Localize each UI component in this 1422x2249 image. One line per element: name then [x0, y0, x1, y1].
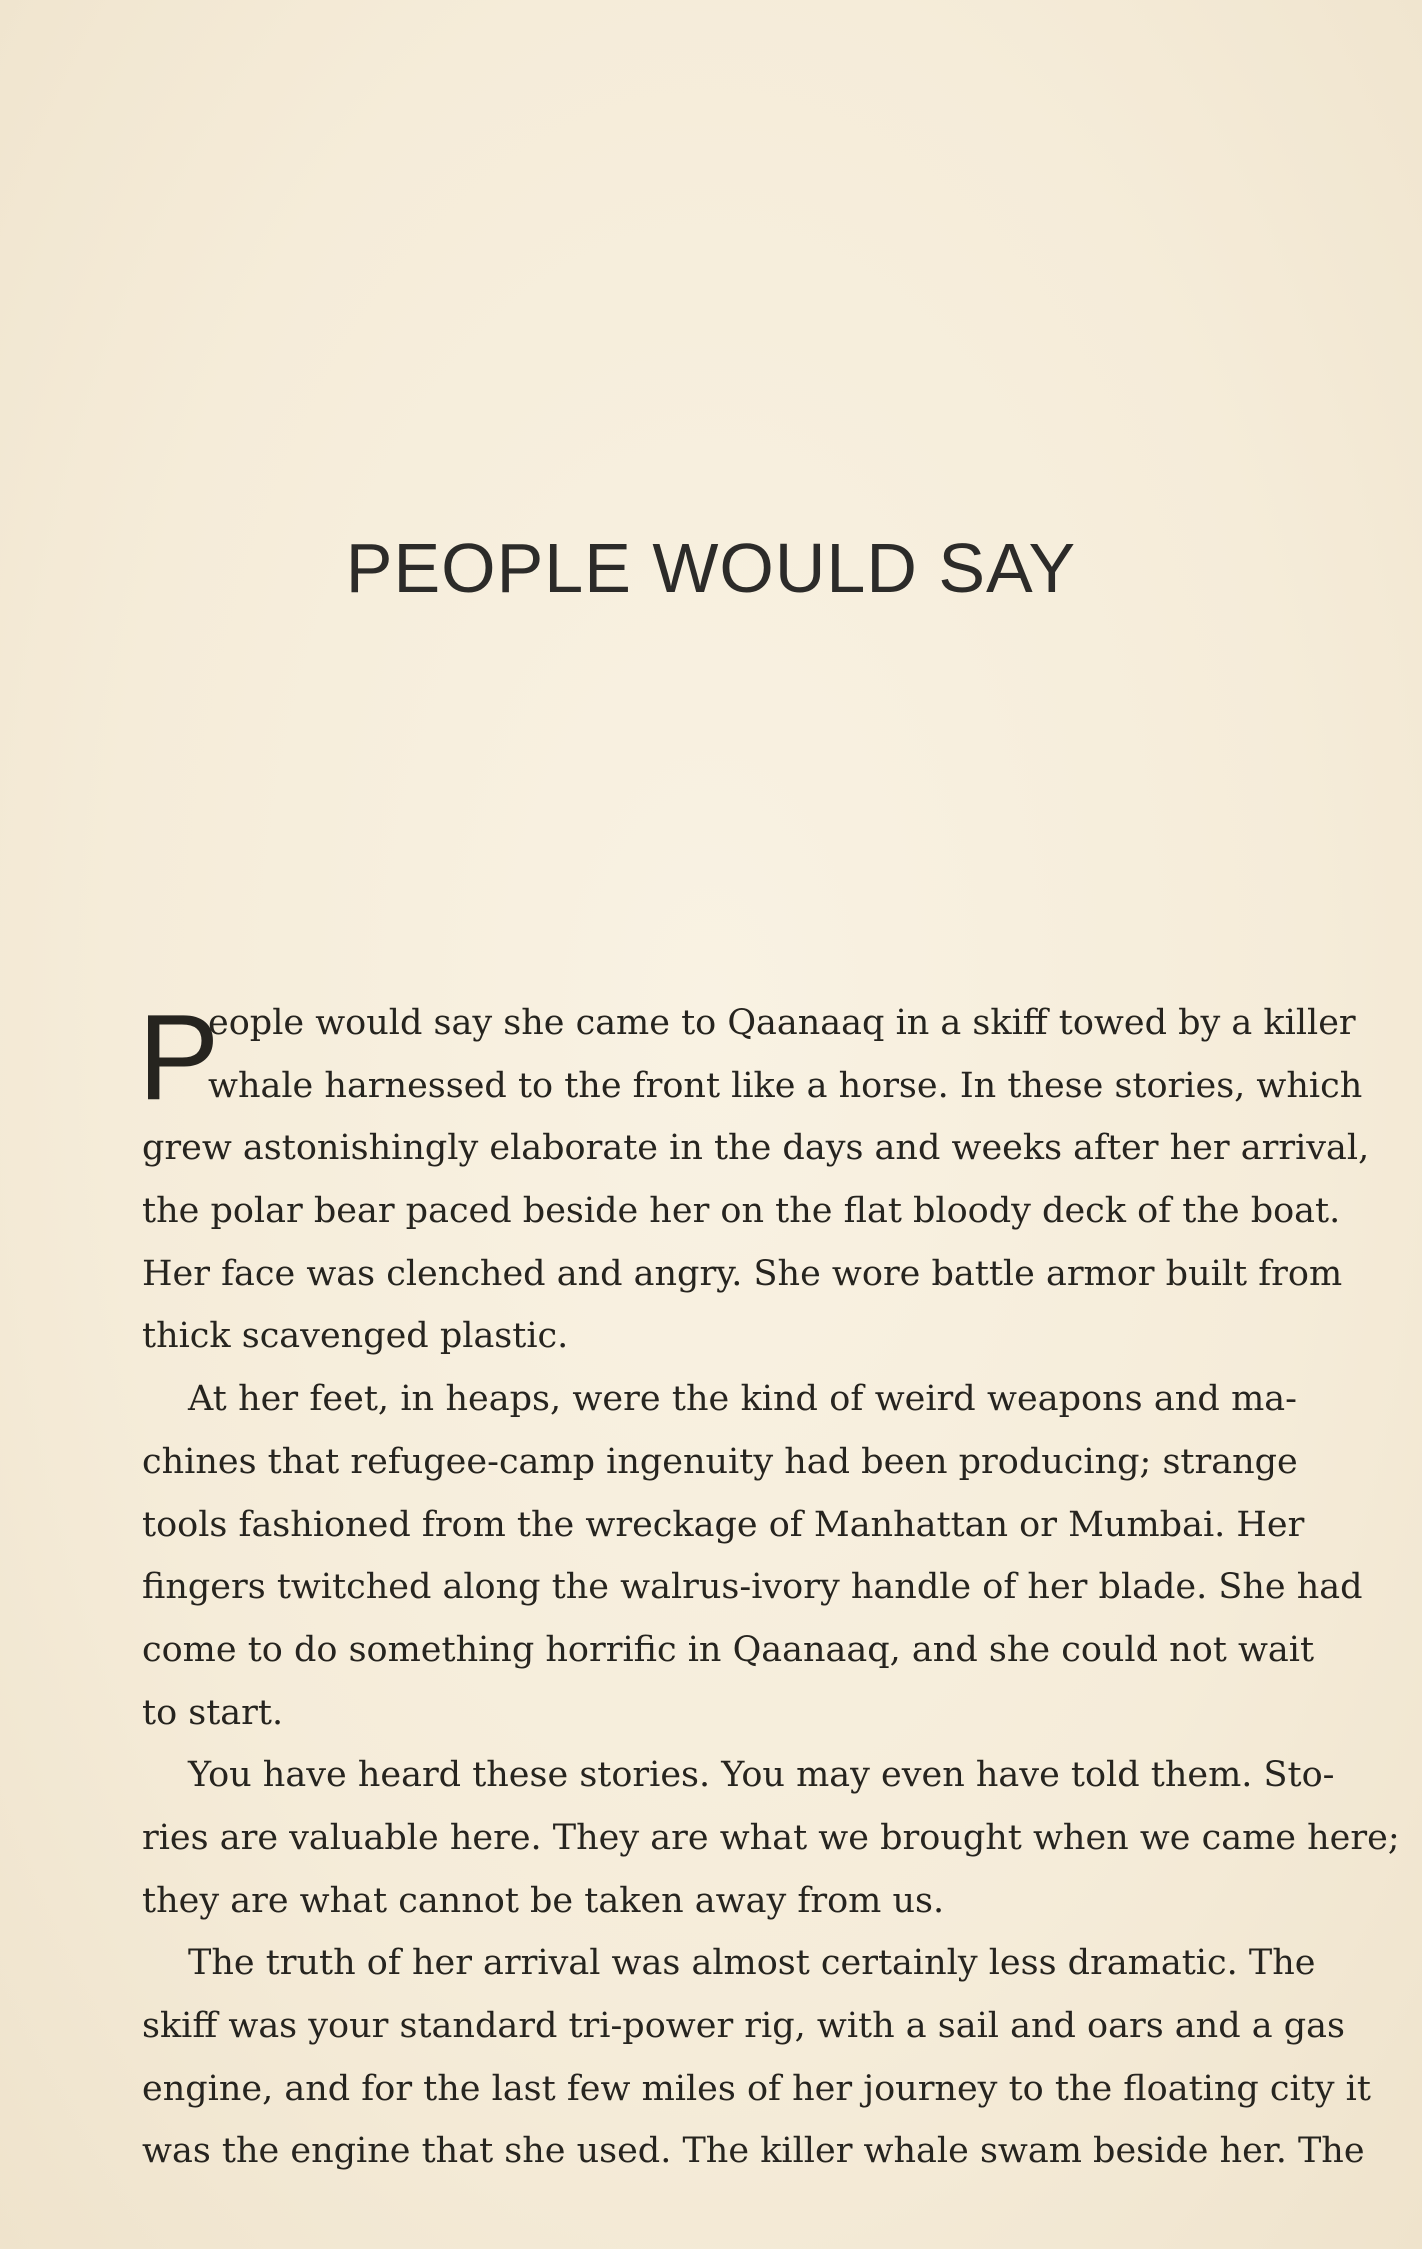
text-line: was the engine that she used. The killer whale swam beside her. The: [142, 2131, 1365, 2172]
text-line: grew astonishingly elaborate in the days and weeks after her arrival,: [142, 1128, 1370, 1169]
text-line: chines that refugee-camp ingenuity had been producing; strange: [142, 1441, 1298, 1482]
drop-cap: P: [138, 989, 220, 1125]
text-line: tools fashioned from the wreckage of Manhattan or Mumbai. Her: [142, 1504, 1305, 1545]
text-line: thick scavenged plastic.: [142, 1316, 569, 1357]
text-line: the polar bear paced beside her on the flat bloody deck of the boat.: [142, 1191, 1341, 1232]
text-line: to start.: [142, 1692, 284, 1733]
chapter-title: PEOPLE WOULD SAY: [345, 529, 1077, 607]
text-line: eople would say she came to Qaanaaq in a skiff towed by a killer: [208, 1003, 1356, 1043]
text-line: come to do something horrific in Qaanaaq, and she could not wait: [142, 1629, 1315, 1670]
text-line: The truth of her arrival was almost certainly less dramatic. The: [188, 1943, 1316, 1984]
text-line: ries are valuable here. They are what we brought when we came here;: [142, 1817, 1400, 1858]
chapter-body: [138, 989, 1400, 2183]
text-line: whale harnessed to the front like a horse. In these stories, which: [208, 1065, 1363, 1106]
text-line: fingers twitched along the walrus-ivory handle of her blade. She had: [142, 1567, 1363, 1608]
text-line: Her face was clenched and angry. She wore battle armor built from: [142, 1253, 1343, 1294]
text-line: skiff was your standard tri-power rig, with a sail and oars and a gas: [142, 2006, 1345, 2046]
text-line: they are what cannot be taken away from us.: [142, 1880, 945, 1921]
text-line: You have heard these stories. You may even have told them. Sto-: [188, 1755, 1335, 1796]
text-line: At her feet, in heaps, were the kind of weird weapons and ma-: [188, 1379, 1297, 1420]
text-line: engine, and for the last few miles of her journey to the floating city it: [142, 2068, 1371, 2109]
